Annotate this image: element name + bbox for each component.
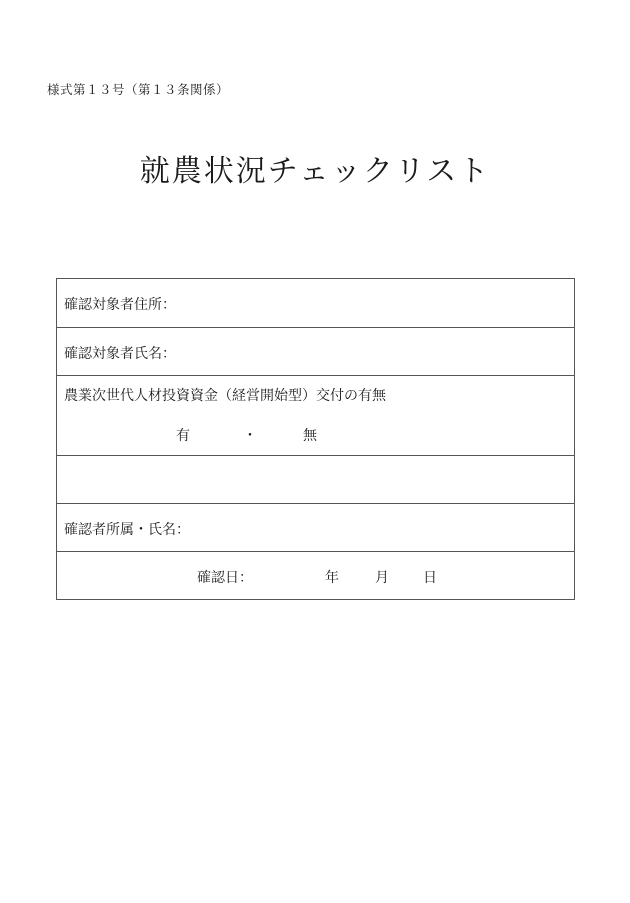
subsidy-row (57, 375, 574, 455)
name-row (57, 327, 574, 375)
option-separator: ・ (243, 428, 257, 444)
name-label: 確認対象者氏名： (64, 346, 176, 362)
date-year: 年 (325, 570, 339, 586)
date-label: 確認日： (197, 570, 253, 586)
option-no[interactable]: 無 (303, 428, 317, 444)
blank-row (57, 455, 574, 503)
subsidy-label: 農業次世代人材投資資金（経営開始型）交付の有無 (64, 388, 386, 404)
date-month: 月 (375, 570, 389, 586)
address-row (57, 279, 574, 327)
address-label: 確認対象者住所： (64, 297, 176, 313)
page-title: 就農状況チェックリスト (139, 154, 491, 189)
date-day: 日 (423, 570, 437, 586)
checklist-table (56, 278, 575, 600)
form-number: 様式第１３号（第１３条関係） (47, 82, 230, 97)
date-row (57, 551, 574, 599)
checker-label: 確認者所属・氏名： (64, 522, 190, 538)
checker-row (57, 503, 574, 551)
option-yes[interactable]: 有 (176, 428, 190, 444)
